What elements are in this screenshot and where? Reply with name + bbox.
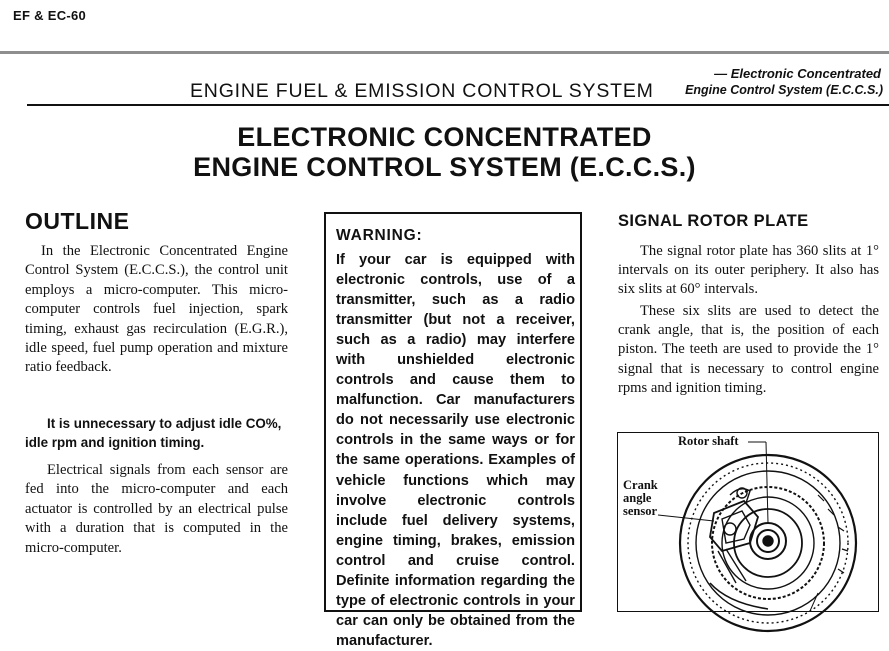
warning-title: WARNING: [336,227,423,244]
top-divider [0,51,889,54]
warning-box [324,212,582,649]
page-code: EF & EC-60 [13,8,87,23]
signal-rotor-heading: SIGNAL ROTOR PLATE [618,212,809,230]
outline-heading: OUTLINE [25,208,130,234]
signal-rotor-paragraph-1: The signal rotor plate has 360 slits at 1° intervals on its outer periphery. It also has six slits at 60° intervals. [618,243,879,298]
rotor-shaft-label: Rotor shaft [678,434,739,448]
section-title: ENGINE FUEL & EMISSION CONTROL SYSTEM [190,80,654,102]
outline-note: It is unnecessary to adjust idle CO%, idle rpm and ignition timing. [25,416,282,450]
signal-rotor-paragraph-2: These six slits are used to detect the crank angle, that is, the position of each piston. The teeth are used to provide the 1° signal that is necessary to control engine rpms and ignition timing. [618,303,879,396]
outline-paragraph-2: Electrical signals from each sensor are fed into the micro-computer and each actuator is controlled by an electrical pulse with a duration that is computed in the micro-computer. [25,462,288,556]
crank-angle-sensor-illustration [618,433,880,613]
outline-paragraph-1: In the Electronic Concentrated Engine Control System (E.C.C.S.), the control unit employs a micro-computer. This micro-computer controls fuel injection, spark timing, exhaust gas recirculation (E.G.R.), idle speed, fuel pump operation and mixture ratio feedback. [25,243,288,376]
subsection-title-line1: — Electronic Concentrated [714,66,881,81]
header-rule [27,104,889,106]
subsection-title-line2: Engine Control System (E.C.C.S.) [685,83,883,97]
page-title-line2: ENGINE CONTROL SYSTEM (E.C.C.S.) [193,152,696,182]
page-title-line1: ELECTRONIC CONCENTRATED [237,122,652,152]
crank-angle-sensor-label: Crank angle sensor [623,478,658,518]
page-title [0,122,889,182]
rotor-figure [617,432,879,612]
warning-text: If your car is equipped with electronic controls, use of a transmitter, such as a radio transmitter (but not a receiver, such as a radio) may interfere with unshielded electronic controls and cause them to malfunction. Car manufacturers do not necessarily use electronic controls in the same ways or for the same operations. Examples of vehicle functions which may involve electronic controls include fuel delivery systems, engine timing, brakes, emission control and cruise control. Definite information regarding the type of electronic controls in your car can only be obtained from the manufacturer. [336,252,575,649]
